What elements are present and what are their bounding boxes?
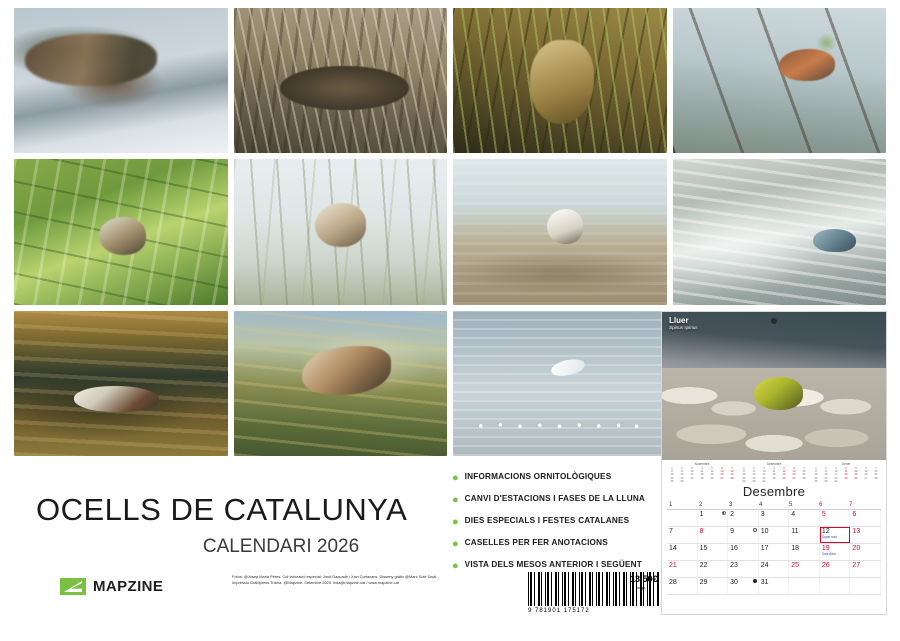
product-info-block (0, 456, 900, 641)
day-number: 8 (699, 528, 704, 535)
page-subtitle: CALENDARI 2026 (202, 536, 360, 557)
feature-label: CASELLES PER FER ANOTACIONS (464, 538, 608, 547)
day-number: 22 (699, 562, 708, 569)
weekday-header: 7 (849, 502, 853, 508)
photo-kingfisher-over-water (673, 159, 887, 304)
day-number: 19 (821, 545, 830, 552)
species-caption (669, 317, 698, 330)
mini-month-grid: 1 2 3 4 5 6 7 8 9 10 11 12 13 14 15 16 17 18 19 20 21 22 23 24 25 26 27 28 29 30 31 (814, 466, 878, 483)
day-number: 7 (669, 528, 673, 535)
weekday-header: 1 (669, 502, 673, 508)
weekday-header: 6 (819, 502, 823, 508)
weekday-header: 5 (789, 502, 793, 508)
day-number: 16 (730, 545, 738, 552)
list-item (452, 516, 682, 528)
hanging-hole (771, 318, 777, 324)
month-title: Desembre (742, 484, 806, 499)
photo-siskin-on-stones (662, 312, 886, 460)
day-number: 24 (760, 562, 769, 569)
day-number: 5 (821, 511, 826, 518)
title-block (36, 492, 456, 558)
credits-text: Fotos: @Josep Maria Pères. Col·laboració especial: Jordi Dacuadir i Xavi Cortacans. Disseny gràfic @Marc Solé Davil. Impressió GràMpress Trama. @Mapzine. Setembre 2025. hola@mapzine.cat / www.mapzine.cat (232, 574, 438, 586)
feature-label: VISTA DELS MESOS ANTERIOR I SEGÜENT (464, 560, 642, 569)
feature-label: INFORMACIONS ORNITOLÒGIQUES (464, 472, 612, 481)
day-number: 17 (760, 545, 769, 552)
weekday-header: 2 (699, 502, 703, 508)
tern-in-flight (550, 357, 586, 378)
bullet-icon: ● (452, 560, 459, 572)
bullet-icon: ● (452, 494, 459, 506)
feature-label: DIES ESPECIALS I FESTES CATALANES (464, 516, 630, 525)
day-number: 29 (699, 579, 708, 586)
day-number: 14 (669, 545, 677, 552)
weekday-header: 4 (759, 502, 763, 508)
mapzine-mark-icon (60, 578, 86, 595)
day-number: 6 (852, 511, 857, 518)
weekday-header: 3 (729, 502, 733, 508)
day-number: 1 (699, 511, 704, 518)
day-number: 10 (760, 528, 769, 535)
list-item (452, 560, 682, 572)
mini-month-title: Desembre (766, 462, 782, 466)
mini-month-title: Gener (841, 462, 851, 466)
day-number: 27 (852, 562, 861, 569)
day-number: 15 (699, 545, 708, 552)
day-number: 12 (821, 528, 830, 535)
day-number: 21 (669, 562, 677, 569)
feature-list (452, 472, 682, 582)
day-number: 30 (730, 579, 738, 586)
photo-snipe-in-water (14, 8, 228, 153)
day-number: 20 (852, 545, 861, 552)
photo-tern-flock-on-shore (453, 311, 667, 456)
day-note: Sant Alba (821, 552, 836, 556)
photo-redstart-on-branch (673, 8, 887, 153)
photo-sparrow-in-green-reeds (14, 159, 228, 304)
day-number: 25 (791, 562, 800, 569)
list-item (452, 472, 682, 484)
day-number: 2 (730, 511, 735, 518)
bullet-icon: ● (452, 516, 459, 528)
day-number: 26 (821, 562, 830, 569)
day-number: 28 (669, 579, 677, 586)
photo-bird-wings-open-in-field (234, 311, 448, 456)
day-number: 13 (852, 528, 861, 535)
page-title: OCELLS DE CATALUNYA (36, 492, 408, 527)
mini-month-grid: 1 2 3 4 5 6 7 8 9 10 11 12 13 14 15 16 17 18 19 20 21 22 23 24 25 26 27 28 29 30 (670, 466, 734, 483)
day-number: 4 (791, 511, 796, 518)
bullet-icon: ● (452, 472, 459, 484)
brand-name: MAPZINE (93, 578, 164, 595)
photo-warbler-on-stalk (234, 159, 448, 304)
photo-plover-on-sand (453, 159, 667, 304)
day-number: 18 (791, 545, 800, 552)
price-note: PVP (636, 586, 646, 591)
photo-pintail-duck-on-water (14, 311, 228, 456)
brand-logo (60, 578, 163, 595)
day-number: 9 (730, 528, 735, 535)
day-number: 31 (760, 579, 769, 586)
tern-flock (470, 415, 649, 432)
photo-bittern-in-reeds (453, 8, 667, 153)
day-note: Sopar nad. (821, 535, 838, 539)
price-label: 13,50€ (630, 574, 658, 584)
species-name: Lluer (669, 316, 689, 325)
species-latin-name: Spinus spinus (669, 325, 698, 331)
mini-month-title: Novembre (694, 462, 710, 466)
barcode-number: 9 781901 175172 (528, 608, 590, 614)
feature-label: CANVI D'ESTACIONS I FASES DE LA LLUNA (464, 494, 646, 503)
bullet-icon: ● (452, 538, 459, 550)
day-number: 23 (730, 562, 738, 569)
day-number: 11 (791, 528, 799, 535)
list-item (452, 494, 682, 506)
mini-month-grid: 1 2 3 4 5 6 7 8 9 10 11 12 13 14 15 16 17 18 19 20 21 22 23 24 25 26 27 28 29 30 31 (742, 466, 806, 483)
siskin-bird (754, 377, 803, 410)
list-item (452, 538, 682, 550)
photo-snipe-in-reeds (234, 8, 448, 153)
day-number: 3 (760, 511, 765, 518)
